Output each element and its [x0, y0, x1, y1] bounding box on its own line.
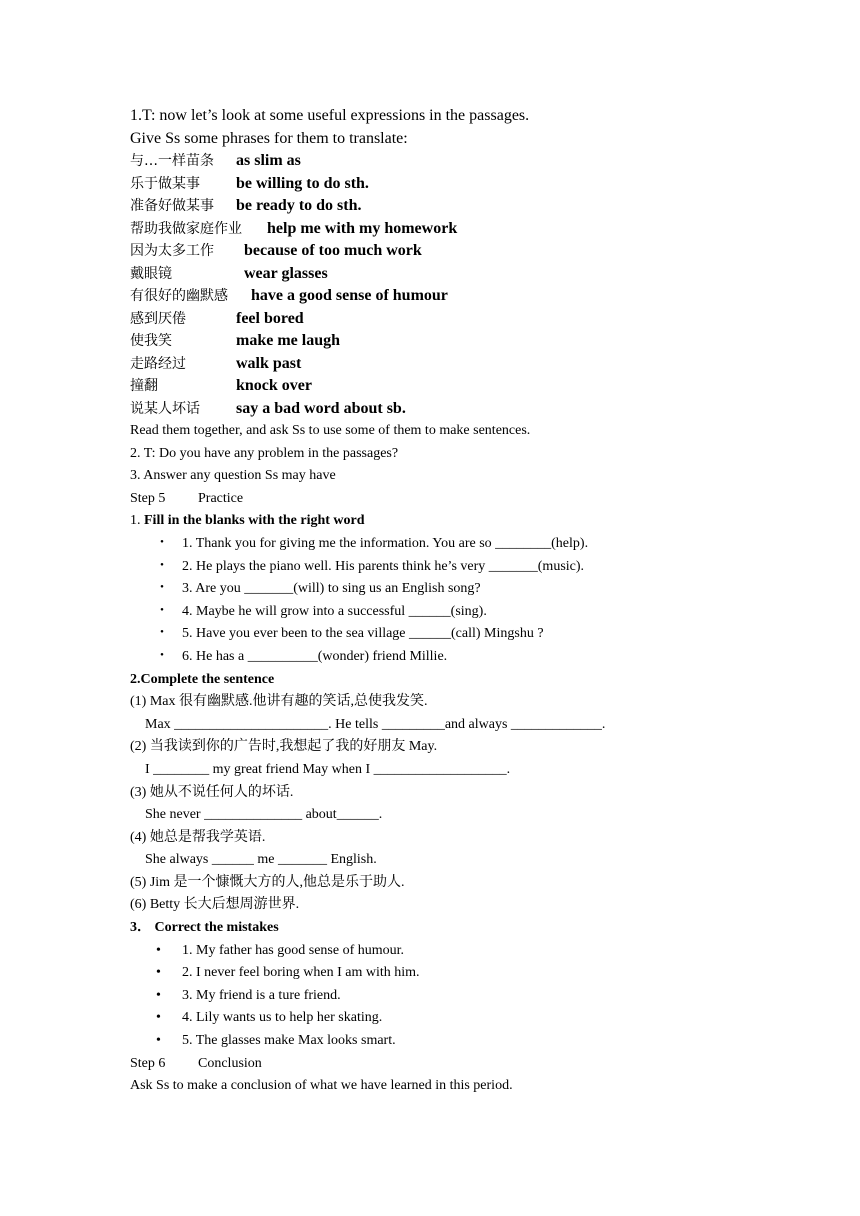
document-page	[130, 105, 810, 1098]
instruction-line: Read them together, and ask Ss to use some of them to make sentences.	[130, 423, 531, 438]
phrase-english: wear glasses	[244, 264, 328, 282]
list-item-text: 2. He plays the piano well. His parents think he’s very _______(music).	[182, 558, 585, 574]
phrase-row	[130, 263, 810, 286]
list-item	[130, 623, 810, 646]
phrase-chinese: 准备好做某事	[130, 198, 214, 214]
phrase-english: as slim as	[236, 152, 301, 169]
phrase-english: help me with my homework	[267, 219, 458, 237]
bullet-icon: ・	[155, 648, 169, 664]
list-item-text: 6. He has a __________(wonder) friend Millie.	[182, 648, 448, 664]
list-item-text: 4. Lily wants us to help her skating.	[182, 1010, 383, 1026]
bullet-icon: •	[156, 965, 161, 981]
heading-text: Fill in the blanks with the right word	[144, 513, 365, 529]
phrase-row	[130, 195, 810, 218]
list-item-text: 1. Thank you for giving me the information. You are so ________(help).	[182, 535, 589, 551]
phrase-english: have a good sense of humour	[251, 287, 448, 304]
bullet-icon: •	[156, 942, 161, 958]
phrase-chinese: 有很好的幽默感	[130, 288, 228, 304]
phrase-chinese: 感到厌倦	[130, 310, 186, 327]
list-item	[130, 940, 810, 963]
phrase-row	[130, 285, 810, 308]
list-item-text: 1. My father has good sense of humour.	[182, 942, 405, 958]
phrase-row	[130, 330, 810, 353]
bullet-icon: ・	[155, 558, 169, 574]
lesson-steps-section	[130, 420, 810, 1098]
list-item-text: 4. Maybe he will grow into a successful ______(sing).	[182, 603, 487, 619]
phrase-row	[130, 308, 810, 331]
step-5-heading	[130, 488, 810, 511]
phrase-english: walk past	[236, 354, 302, 372]
step-6-heading	[130, 1053, 810, 1076]
phrase-row	[130, 353, 810, 376]
phrase-english: be ready to do sth.	[236, 197, 362, 214]
phrase-chinese: 撞翻	[130, 378, 158, 394]
phrase-chinese: 帮助我做家庭作业	[130, 220, 242, 237]
step-label: Step 5	[130, 490, 166, 506]
bullet-icon: ・	[155, 603, 169, 619]
step-title: Practice	[198, 490, 244, 506]
sentence-prompt: (5) Jim 是一个慷慨大方的人,他总是乐于助人.	[130, 874, 405, 890]
phrase-row	[130, 375, 810, 398]
list-item	[130, 962, 810, 985]
bullet-icon: •	[156, 987, 161, 1003]
correct-mistakes-heading: 3． Correct the mistakes	[130, 920, 279, 936]
bullet-icon: •	[156, 1033, 161, 1049]
phrase-chinese: 与…一样苗条	[130, 153, 214, 169]
list-item	[130, 578, 810, 601]
phrase-chinese: 使我笑	[130, 333, 172, 349]
list-item-text: 3. Are you _______(will) to sing us an English song?	[182, 581, 481, 597]
step-label: Step 6	[130, 1055, 166, 1071]
phrase-chinese: 乐于做某事	[130, 175, 200, 192]
list-item	[130, 985, 810, 1008]
instruction-line: 2. T: Do you have any problem in the passages?	[130, 445, 399, 461]
list-item	[130, 1007, 810, 1030]
phrase-row	[130, 398, 810, 421]
bullet-icon: ・	[155, 626, 169, 642]
sentence-prompt: (6) Betty 长大后想周游世界.	[130, 897, 300, 913]
phrases-section	[130, 105, 810, 420]
phrase-row	[130, 150, 810, 173]
list-item	[130, 601, 810, 624]
fill-blanks-heading	[130, 510, 810, 533]
bullet-icon: •	[156, 1010, 161, 1026]
list-item	[130, 1030, 810, 1053]
closing-line: Ask Ss to make a conclusion of what we have learned in this period.	[130, 1078, 513, 1094]
phrase-english: make me laugh	[236, 332, 340, 349]
intro-line-1: 1.T: now let’s look at some useful expressions in the passages.	[130, 107, 530, 124]
phrase-row	[130, 173, 810, 196]
sentence-answer: Max ______________________. He tells _________and always _____________.	[145, 716, 606, 732]
phrase-chinese: 因为太多工作	[130, 243, 214, 259]
phrase-chinese: 戴眼镜	[130, 265, 172, 282]
phrase-english: be willing to do sth.	[236, 174, 369, 192]
list-item	[130, 556, 810, 579]
phrase-english: knock over	[236, 377, 312, 394]
list-item-text: 3. My friend is a ture friend.	[182, 987, 341, 1003]
sentence-answer: She never ______________ about______.	[145, 807, 383, 823]
sentence-prompt: (1) Max 很有幽默感.他讲有趣的笑话,总使我发笑.	[130, 694, 428, 710]
phrase-row	[130, 218, 810, 241]
list-item-text: 5. The glasses make Max looks smart.	[182, 1033, 396, 1049]
complete-sentence-heading: 2.Complete the sentence	[130, 671, 275, 687]
heading-number: 1.	[130, 513, 144, 529]
phrase-chinese: 说某人坏话	[130, 400, 200, 417]
step-title: Conclusion	[198, 1055, 262, 1071]
phrase-english: because of too much work	[244, 242, 422, 259]
phrase-chinese: 走路经过	[130, 355, 186, 372]
list-item-text: 2. I never feel boring when I am with him.	[182, 965, 420, 981]
list-item	[130, 533, 810, 556]
sentence-answer: I ________ my great friend May when I ___________________.	[145, 761, 511, 777]
sentence-prompt: (3) 她从不说任何人的坏话.	[130, 784, 294, 800]
list-item-text: 5. Have you ever been to the sea village ______(call) Mingshu ?	[182, 626, 544, 642]
phrase-english: say a bad word about sb.	[236, 399, 406, 417]
bullet-icon: ・	[155, 581, 169, 597]
list-item	[130, 646, 810, 669]
sentence-prompt: (4) 她总是帮我学英语.	[130, 829, 266, 845]
intro-line-2: Give Ss some phrases for them to translate:	[130, 129, 408, 147]
sentence-prompt: (2) 当我读到你的广告时,我想起了我的好朋友 May.	[130, 739, 438, 755]
phrase-english: feel bored	[236, 309, 304, 327]
bullet-icon: ・	[155, 535, 169, 551]
sentence-answer: She always ______ me _______ English.	[145, 852, 377, 868]
instruction-line: 3. Answer any question Ss may have	[130, 468, 336, 484]
phrase-row	[130, 240, 810, 263]
